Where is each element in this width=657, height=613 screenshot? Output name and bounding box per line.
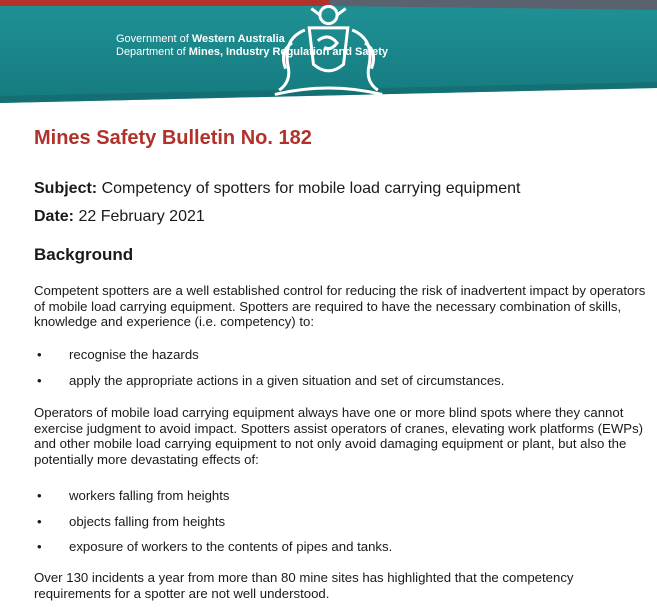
paragraph-intro: Competent spotters are a well established control for reducing the risk of inadvertent impact by operators of mobile load carrying equipment. Spotters are required to have the necessary combination of skills, knowledge and experience (i.e. competency) to: [34, 283, 646, 329]
paragraph-operators: Operators of mobile load carrying equipment always have one or more blind spots where they cannot exercise judgment to avoid impact. Spotters assist operators of cranes, elevating work platforms (EWPs) and other mobile load carrying equipment to not only avoid damaging equipment or plant, but also the potentially more devastating effects of: [34, 405, 644, 467]
bullet-icon: • [37, 347, 42, 362]
bullet-list-competency [34, 347, 504, 398]
bullet-icon: • [37, 372, 42, 388]
list-item: • objects falling from heights [37, 513, 226, 529]
list-item: • exposure of workers to the contents of pipes and tanks. [37, 539, 393, 554]
government-line: Government of Western Australia [116, 33, 285, 45]
background-heading: Background [34, 245, 134, 264]
department-line: Department of Mines, Industry Regulation and Safety [116, 46, 389, 58]
bullet-list-hazards [34, 488, 392, 565]
list-item: • workers falling from heights [37, 488, 230, 503]
date-value: 22 February 2021 [74, 208, 205, 225]
subject-label: Subject: [34, 180, 98, 197]
date-label: Date: [34, 208, 75, 225]
bulletin-title: Mines Safety Bulletin No. 182 [34, 127, 312, 149]
header-banner [0, 0, 657, 103]
subject-value: Competency of spotters for mobile load carrying equipment [97, 180, 521, 197]
bullet-icon: • [37, 513, 42, 529]
list-item: • recognise the hazards [37, 347, 199, 362]
bullet-icon: • [37, 488, 42, 503]
paragraph-incidents: Over 130 incidents a year from more than 80 mine sites has highlighted that the competency requirements for a spotter are not well understood. [34, 570, 574, 601]
government-department-text [116, 33, 388, 59]
subject-line [34, 180, 520, 198]
list-item: • apply the appropriate actions in a given situation and set of circumstances. [37, 372, 505, 388]
date-line [34, 208, 205, 226]
bullet-icon: • [37, 539, 42, 554]
